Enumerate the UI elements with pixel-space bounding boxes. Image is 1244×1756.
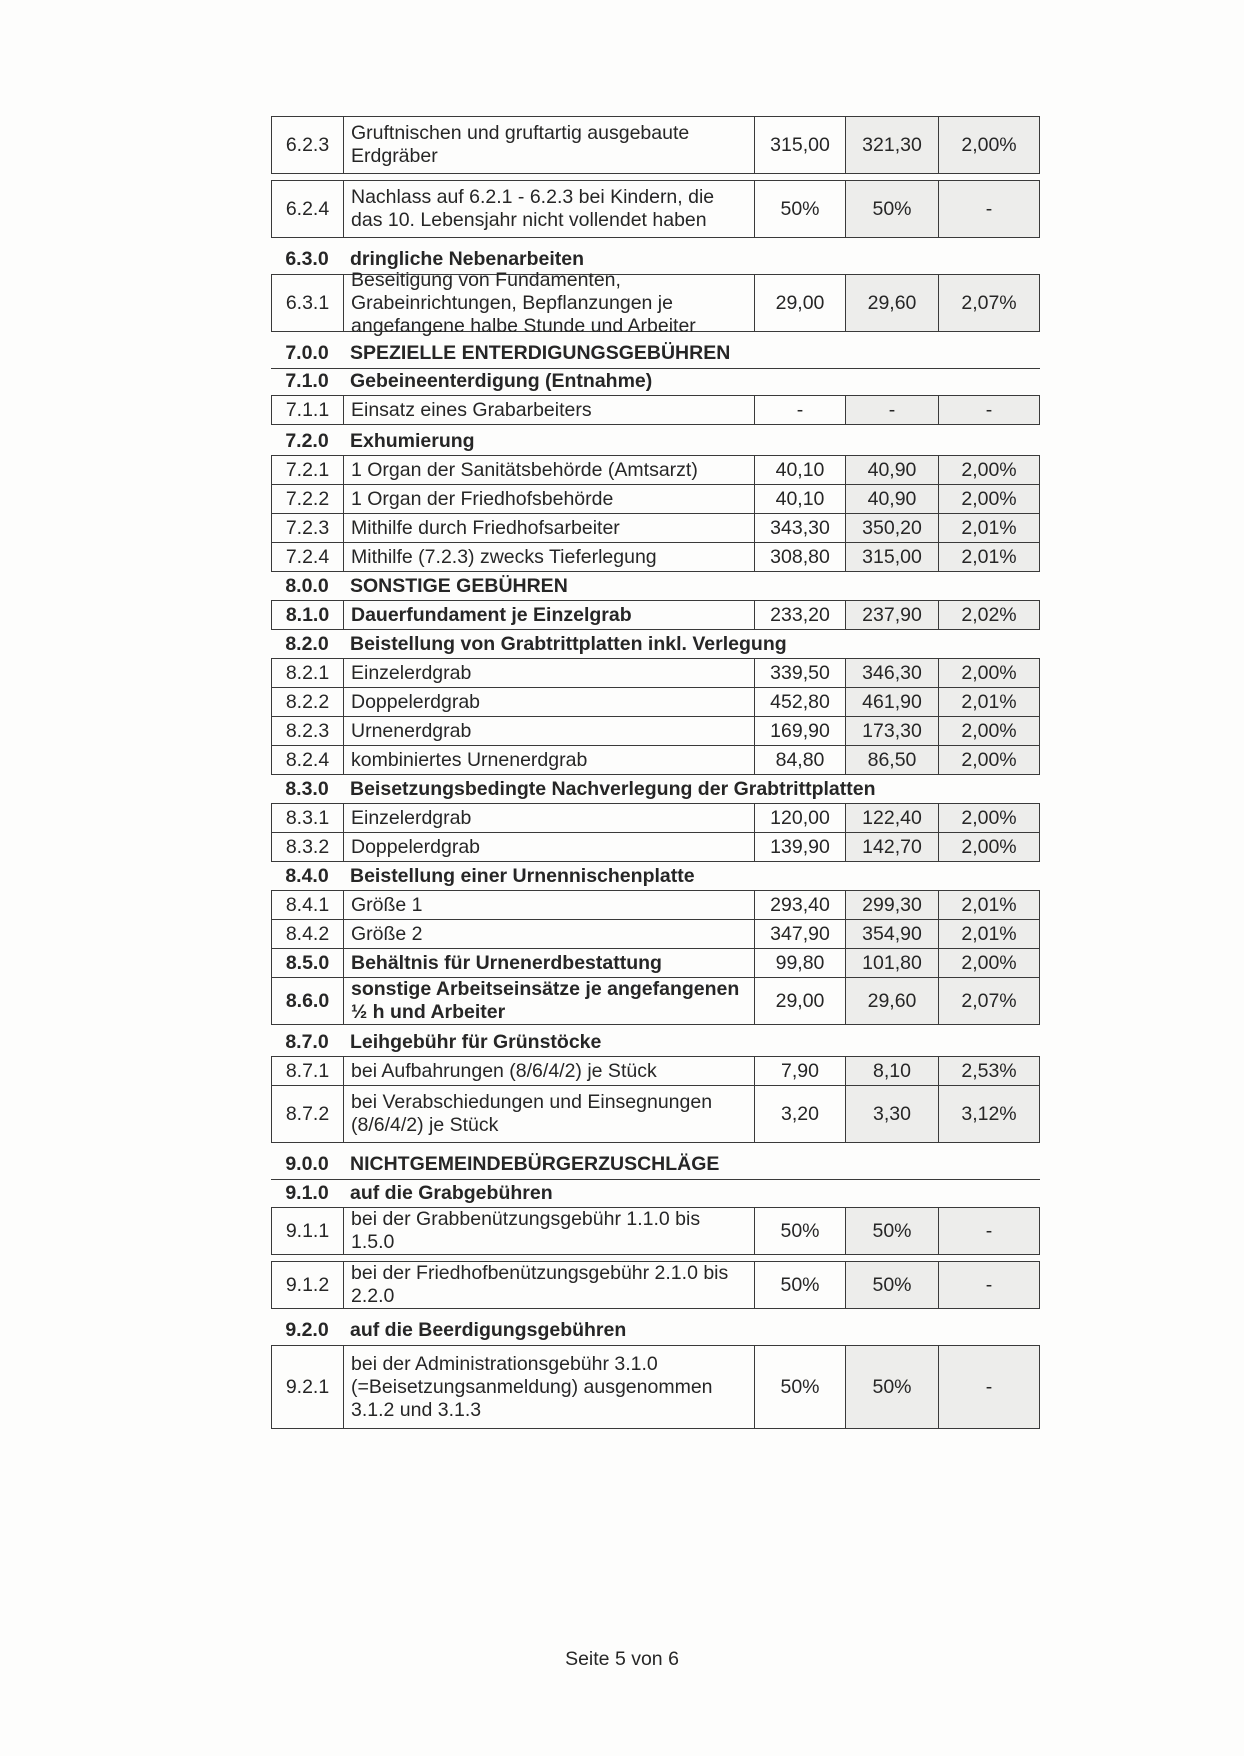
section-header-row (271, 1178, 1040, 1208)
item-description: Dauerfundament je Einzelgrab (344, 601, 755, 629)
section-header-row (271, 338, 1040, 369)
new-fee: 86,50 (846, 746, 939, 774)
item-description: Leihgebühr für Grünstöcke (350, 1030, 602, 1053)
item-number: 8.2.4 (272, 746, 344, 774)
new-fee: 346,30 (846, 659, 939, 687)
item-number: 7.2.0 (285, 429, 329, 452)
item-description: SONSTIGE GEBÜHREN (350, 574, 568, 597)
item-number: 7.1.1 (272, 396, 344, 424)
item-description: Doppelerdgrab (344, 688, 755, 716)
item-number: 8.2.1 (272, 659, 344, 687)
item-number: 6.3.0 (285, 247, 329, 270)
item-description: Beseitigung von Fundamenten, Grabeinrichtungen, Bepflanzungen je angefangene halbe Stunde und Arbeiter (344, 275, 755, 331)
item-description: Behältnis für Urnenerdbestattung (344, 949, 755, 977)
item-number: 8.7.0 (285, 1030, 329, 1053)
old-fee: 169,90 (755, 717, 846, 745)
old-fee: 339,50 (755, 659, 846, 687)
item-description: Urnenerdgrab (344, 717, 755, 745)
old-fee: 343,30 (755, 514, 846, 542)
item-number: 8.6.0 (272, 978, 344, 1024)
section-header-row (271, 1149, 1040, 1180)
new-fee: 3,30 (846, 1086, 939, 1142)
old-fee: 120,00 (755, 804, 846, 832)
new-fee: 173,30 (846, 717, 939, 745)
item-description: Nachlass auf 6.2.1 - 6.2.3 bei Kindern, die das 10. Lebensjahr nicht vollendet haben (344, 181, 755, 237)
item-number: 6.3.1 (272, 275, 344, 331)
item-number: 8.3.2 (272, 833, 344, 861)
old-fee: 347,90 (755, 920, 846, 948)
old-fee: 40,10 (755, 485, 846, 513)
item-description: sonstige Arbeitseinsätze je angefangenen ½ h und Arbeiter (344, 978, 755, 1024)
fee-row (271, 890, 1040, 920)
item-description: bei Aufbahrungen (8/6/4/2) je Stück (344, 1057, 755, 1085)
new-fee: 142,70 (846, 833, 939, 861)
item-description: NICHTGEMEINDEBÜRGERZUSCHLÄGE (350, 1152, 720, 1175)
fee-row (271, 919, 1040, 949)
item-number: 6.2.4 (272, 181, 344, 237)
item-number: 8.4.1 (272, 891, 344, 919)
section-header-row (271, 774, 1040, 804)
change-percent: 2,01% (939, 891, 1039, 919)
old-fee: 29,00 (755, 275, 846, 331)
item-number: 9.1.1 (272, 1208, 344, 1254)
item-description: Beistellung einer Urnennischenplatte (350, 864, 695, 887)
change-percent: 2,00% (939, 717, 1039, 745)
item-description: 1 Organ der Sanitätsbehörde (Amtsarzt) (344, 456, 755, 484)
change-percent: 2,01% (939, 688, 1039, 716)
item-number: 9.1.2 (272, 1262, 344, 1308)
new-fee: 29,60 (846, 978, 939, 1024)
new-fee: 40,90 (846, 485, 939, 513)
section-header-row (271, 571, 1040, 601)
item-description: bei Verabschiedungen und Einsegnungen (8/6/4/2) je Stück (344, 1086, 755, 1142)
fee-row (271, 1207, 1040, 1255)
item-number: 8.3.1 (272, 804, 344, 832)
item-number: 8.1.0 (272, 601, 344, 629)
item-description: bei der Friedhofbenützungsgebühr 2.1.0 bis 2.2.0 (344, 1262, 755, 1308)
new-fee: 237,90 (846, 601, 939, 629)
change-percent: 2,00% (939, 659, 1039, 687)
new-fee: 40,90 (846, 456, 939, 484)
new-fee: 50% (846, 1208, 939, 1254)
change-percent: - (939, 1262, 1039, 1308)
item-number: 8.2.3 (272, 717, 344, 745)
fee-row (271, 1261, 1040, 1309)
item-description: Doppelerdgrab (344, 833, 755, 861)
change-percent: 3,12% (939, 1086, 1039, 1142)
item-description: Größe 2 (344, 920, 755, 948)
item-number: 8.2.2 (272, 688, 344, 716)
new-fee: 461,90 (846, 688, 939, 716)
change-percent: 2,53% (939, 1057, 1039, 1085)
new-fee: 350,20 (846, 514, 939, 542)
section-header-row (271, 1315, 1040, 1345)
fee-row (271, 600, 1040, 630)
old-fee: - (755, 396, 846, 424)
old-fee: 139,90 (755, 833, 846, 861)
old-fee: 50% (755, 1208, 846, 1254)
fee-row (271, 803, 1040, 833)
item-description: Gruftnischen und gruftartig ausgebaute Erdgräber (344, 117, 755, 173)
old-fee: 308,80 (755, 543, 846, 571)
change-percent: 2,00% (939, 833, 1039, 861)
item-number: 6.2.3 (272, 117, 344, 173)
fee-row (271, 832, 1040, 862)
section-header-row (271, 629, 1040, 659)
old-fee: 99,80 (755, 949, 846, 977)
item-description: kombiniertes Urnenerdgrab (344, 746, 755, 774)
fee-row (271, 484, 1040, 514)
fee-row (271, 716, 1040, 746)
fee-row (271, 745, 1040, 775)
old-fee: 29,00 (755, 978, 846, 1024)
change-percent: 2,01% (939, 920, 1039, 948)
fee-row (271, 1085, 1040, 1143)
new-fee: 8,10 (846, 1057, 939, 1085)
item-number: 9.0.0 (285, 1152, 329, 1175)
new-fee: 315,00 (846, 543, 939, 571)
change-percent: 2,07% (939, 978, 1039, 1024)
section-header-row (271, 366, 1040, 396)
old-fee: 50% (755, 1346, 846, 1428)
old-fee: 315,00 (755, 117, 846, 173)
old-fee: 7,90 (755, 1057, 846, 1085)
item-description: Beistellung von Grabtrittplatten inkl. Verlegung (350, 632, 787, 655)
new-fee: 50% (846, 181, 939, 237)
fee-row (271, 395, 1040, 425)
old-fee: 50% (755, 181, 846, 237)
change-percent: - (939, 181, 1039, 237)
new-fee: 354,90 (846, 920, 939, 948)
item-number: 8.4.2 (272, 920, 344, 948)
fee-row (271, 948, 1040, 978)
old-fee: 50% (755, 1262, 846, 1308)
fee-row (271, 542, 1040, 572)
item-number: 9.1.0 (285, 1181, 329, 1204)
change-percent: - (939, 396, 1039, 424)
item-description: Größe 1 (344, 891, 755, 919)
section-header-row (271, 861, 1040, 891)
old-fee: 84,80 (755, 746, 846, 774)
item-number: 7.2.2 (272, 485, 344, 513)
fee-row (271, 180, 1040, 238)
change-percent: 2,00% (939, 485, 1039, 513)
change-percent: 2,00% (939, 746, 1039, 774)
item-number: 7.1.0 (285, 369, 329, 392)
item-description: auf die Beerdigungsgebühren (350, 1318, 627, 1341)
fee-row (271, 977, 1040, 1025)
item-description: Gebeineenterdigung (Entnahme) (350, 369, 653, 392)
new-fee: 50% (846, 1346, 939, 1428)
new-fee: 122,40 (846, 804, 939, 832)
change-percent: 2,07% (939, 275, 1039, 331)
new-fee: 299,30 (846, 891, 939, 919)
item-number: 8.0.0 (285, 574, 329, 597)
new-fee: 101,80 (846, 949, 939, 977)
new-fee: 321,30 (846, 117, 939, 173)
item-number: 7.2.3 (272, 514, 344, 542)
fee-row (271, 116, 1040, 174)
item-number: 8.3.0 (285, 777, 329, 800)
item-number: 7.0.0 (285, 341, 329, 364)
change-percent: - (939, 1346, 1039, 1428)
fee-row (271, 1056, 1040, 1086)
fee-row (271, 455, 1040, 485)
change-percent: 2,01% (939, 514, 1039, 542)
new-fee: 50% (846, 1262, 939, 1308)
item-description: bei der Grabbenützungsgebühr 1.1.0 bis 1.5.0 (344, 1208, 755, 1254)
item-description: Beisetzungsbedingte Nachverlegung der Grabtrittplatten (350, 777, 876, 800)
item-description: Einzelerdgrab (344, 804, 755, 832)
item-number: 7.2.1 (272, 456, 344, 484)
fee-row (271, 687, 1040, 717)
item-description: Einzelerdgrab (344, 659, 755, 687)
item-description: SPEZIELLE ENTERDIGUNGSGEBÜHREN (350, 341, 731, 364)
change-percent: 2,00% (939, 804, 1039, 832)
old-fee: 3,20 (755, 1086, 846, 1142)
item-number: 8.7.1 (272, 1057, 344, 1085)
item-number: 9.2.1 (272, 1346, 344, 1428)
item-number: 8.7.2 (272, 1086, 344, 1142)
old-fee: 452,80 (755, 688, 846, 716)
item-number: 7.2.4 (272, 543, 344, 571)
item-description: bei der Administrationsgebühr 3.1.0 (=Beisetzungsanmeldung) ausgenommen 3.1.2 und 3.1.3 (344, 1346, 755, 1428)
item-number: 9.2.0 (285, 1318, 329, 1341)
item-description: Mithilfe (7.2.3) zwecks Tieferlegung (344, 543, 755, 571)
change-percent: 2,00% (939, 949, 1039, 977)
item-description: Exhumierung (350, 429, 475, 452)
item-description: Mithilfe durch Friedhofsarbeiter (344, 514, 755, 542)
item-description: dringliche Nebenarbeiten (350, 247, 585, 270)
fee-row (271, 513, 1040, 543)
item-description: auf die Grabgebühren (350, 1181, 553, 1204)
old-fee: 293,40 (755, 891, 846, 919)
item-number: 8.5.0 (272, 949, 344, 977)
fee-row (271, 268, 1040, 337)
old-fee: 233,20 (755, 601, 846, 629)
section-header-row (271, 1027, 1040, 1057)
page-footer: Seite 5 von 6 (565, 1648, 679, 1670)
old-fee: 40,10 (755, 456, 846, 484)
item-description: 1 Organ der Friedhofsbehörde (344, 485, 755, 513)
new-fee: - (846, 396, 939, 424)
change-percent: - (939, 1208, 1039, 1254)
new-fee: 29,60 (846, 275, 939, 331)
item-description: Einsatz eines Grabarbeiters (344, 396, 755, 424)
change-percent: 2,02% (939, 601, 1039, 629)
fee-row (271, 658, 1040, 688)
item-number: 8.4.0 (285, 864, 329, 887)
change-percent: 2,00% (939, 456, 1039, 484)
section-header-row (271, 426, 1040, 456)
fee-row (271, 1345, 1040, 1429)
change-percent: 2,00% (939, 117, 1039, 173)
item-number: 8.2.0 (285, 632, 329, 655)
change-percent: 2,01% (939, 543, 1039, 571)
